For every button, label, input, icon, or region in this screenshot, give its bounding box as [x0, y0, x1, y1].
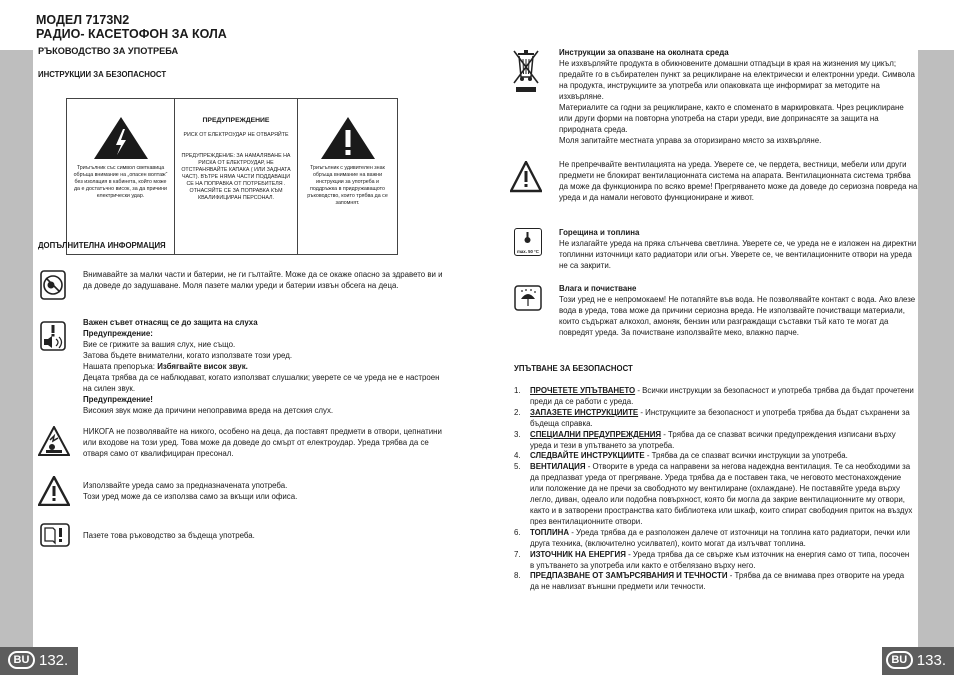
instructions-heading: УПЪТВАНЕ ЗА БЕЗОПАСНОСТ [514, 364, 633, 373]
environment-text: Моля запитайте местната управа за оторизирано място за изхвърляне. [559, 136, 822, 145]
page-number-text: 132. [39, 651, 69, 669]
hearing-title: Важен съвет отнасящ се до защита на слуха [83, 318, 258, 327]
manual-book-icon [40, 523, 70, 547]
hearing-line: Затова бъдете внимателни, когато използвате този уред. [83, 351, 293, 360]
environment-text: Не изхвърляйте продукта в обикновените домашни отпадъци в края на жизнения му цикъл; предайте го в събирателен пункт за рециклиране на електрически и електронни уреди. Символа на продукта, инструкциите за употреба или опаковката ще информират за методите на изхвърляне. [559, 59, 915, 101]
warning-table [66, 98, 398, 255]
hearing-line: Вие се грижите за вашия слух, ние също. [83, 340, 236, 349]
language-badge: BU [8, 651, 35, 669]
list-item: 3. СПЕЦИАЛНИ ПРЕДУПРЕЖДЕНИЯ - Трябва да се спазват всички предупреждения изписани върху уреда и тези в упътването за употреба. [514, 429, 896, 450]
electric-shock-warning-icon [38, 426, 70, 456]
left-sidebar-band [0, 50, 33, 675]
intended-use-line: Използвайте уреда само за предназначената употреба. [83, 481, 288, 490]
keep-manual-text: Пазете това ръководство за бъдеща употреба. [83, 531, 255, 540]
warning-col-lightning [67, 99, 175, 254]
list-item: 8. ПРЕДПАЗВАНЕ ОТ ЗАМЪРСЯВАНИЯ И ТЕЧНОСТИ - Трябва да се внимава през отворите на уреда да не навлизат външни предмети или течности. [514, 571, 905, 592]
never-insert-text: НИКОГА не позволявайте на никого, особено на деца, да поставят предмети в отвори, цепнатини или входове на този уред. Това може да доведе до смърт от електроудар. Уреда трябва да се отваря само от квалифициран пресонал. [83, 427, 442, 458]
warning-text-1: РИСК ОТ ЕЛЕКТРОУДАР НЕ ОТВАРЯЙТЕ [183, 132, 289, 138]
list-item: 1. ПРОЧЕТЕТЕ УПЪТВАНЕТО - Всички инструкции за безопасност и употреба трябва да бъдат прочетени преди да се работи с уреда. [514, 386, 914, 406]
exclamation-text: Триъгълник с удивителен знак обръща внимание на важни инструкции за употреба и поддръжка в придружаващото ръководство, които трябва да се запомнят. [307, 165, 388, 206]
environment-block [559, 47, 919, 146]
lightning-text: Триъгълник със символ светкавица обръща внимание на „опасен волтаж“ без изолация в кабинета, който може да е достатъчно висок, за да причини електрически удар. [73, 165, 168, 199]
warning-col-center [175, 99, 298, 254]
ventilation-warning-icon [510, 161, 542, 193]
hearing-warning-label: Предупреждение: [83, 329, 153, 338]
lightning-triangle-icon [92, 115, 150, 161]
thermometer-icon [515, 230, 540, 246]
right-sidebar-band [918, 50, 954, 675]
moisture-title: Влага и почистване [559, 284, 637, 293]
hearing-block [83, 317, 443, 416]
left-page-number [8, 651, 68, 669]
manual-heading: РЪКОВОДСТВО ЗА УПОТРЕБА [38, 46, 179, 56]
warning-text-2: ПРЕДУПРЕЖДЕНИЕ: ЗА НАМАЛЯВАНЕ НА РИСКА ОТ ЕЛЕКТРОУДАР, НЕ ОТСТРАНЯВАЙТЕ КАПАКА ( ИЛИ ЗАДНАТА ЧАСТ). ВЪТРЕ НЯМА ЧАСТИ ПОДДАВАЩИ СЕ НА ПОПРАВКА ОТ ПОТРЕБИТЕЛЯ . ОТНАСЯЙТЕ СЕ ЗА ПОПРАВКА КЪМ КВАЛИФИЦИРАН ПЕРСОНАЛ. [181, 153, 291, 201]
language-badge: BU [886, 651, 913, 669]
caution-triangle-icon [38, 476, 70, 506]
heat-block [559, 227, 919, 271]
list-item: 5. ВЕНТИЛАЦИЯ - Отворите в уреда са направени за негова надеждна вентилация. Те са необходими за да предпазват уреда от прегряване. Уреда трябва да е поставен така, че неговото местонахождение или положение да не пречи за свободното му вентилиране (охлаждане). Не поставяйте уреда върху легло, диван, одеало или подобна повърхност, която би могла да закрие вентилационните му отвори, както и в затворени пространства като библиотека или шкаф, които спират свободния приток на въздух през вентилационните отвори. [514, 462, 913, 526]
list-item: 2. ЗАПАЗЕТЕ ИНСТРУКЦИИТЕ - Инструкциите за безопасност и употреба трябва да бъдат съхранени за бъдеща справка. [514, 407, 910, 428]
list-item: 7. ИЗТОЧНИК НА ЕНЕРГИЯ - Уреда трябва да се свърже към източник на енергия само от типа, посочен в упътването за употреба или както е отбелязано върху него. [514, 549, 910, 570]
list-item: 4. СЛЕДВАЙТЕ ИНСТРУКЦИИТЕ - Трябва да се спазват всички инструкции за употреба. [514, 451, 848, 461]
heat-max-temp-icon [514, 228, 542, 256]
intended-use-line: Този уред може да се използва само за вкъщи или офиса. [83, 492, 298, 501]
hearing-warning-label: Предупреждение! [83, 395, 153, 404]
ventilation-text: Не препречвайте вентилацията на уреда. Уверете се, че пердета, вестници, мебели или други предмети не блокират вентилационната система на апарата. Вентилационната система трябва да може да функционира по всяко време! Прегряването може да доведе до сериозна повреда на уреда и да намали неговото функциониране и живот. [559, 160, 918, 202]
model-title: МОДЕЛ 7173N2 [36, 13, 130, 27]
safety-instructions-list [514, 386, 914, 593]
moisture-block [559, 283, 919, 338]
hearing-line: Високия звук може да причини непоправима вреда на детския слух. [83, 406, 334, 415]
hearing-line: Децата трябва да се наблюдават, когато използват слушалки; уверете се че уреда не е настроен на силен звук. [83, 373, 440, 393]
no-small-parts-icon [40, 270, 66, 300]
heat-icon-label: max. 50 °C [517, 249, 539, 254]
small-parts-text: Внимавайте за малки части и батерии, не ги гълтайте. Може да се окаже опасно за здравето ви и да доведе до задушаване. Моля пазете малки уреди и батерии извън обсега на деца. [83, 270, 443, 290]
warning-header: ПРЕДУПРЕЖДЕНИЕ [202, 117, 270, 124]
product-title: РАДИО- КАСЕТОФОН ЗА КОЛА [36, 26, 227, 41]
safety-heading: ИНСТРУКЦИИ ЗА БЕЗОПАСНОСТ [38, 70, 167, 79]
right-page-number [886, 651, 946, 669]
moisture-umbrella-icon [514, 285, 542, 311]
page-number-text: 133. [916, 651, 946, 669]
warning-col-exclamation [298, 99, 397, 254]
weee-recycle-bin-icon [512, 47, 540, 93]
hearing-protection-icon [40, 321, 66, 351]
intended-use-block [83, 480, 443, 502]
heat-text: Не излагайте уреда на пряка слънчева светлина. Уверете се, че уреда не е изложен на директни топлинни източници като радиатори или огън. Уверете се, че вентилационните отвори на уреда не са закрити. [559, 239, 917, 270]
exclamation-triangle-icon [319, 115, 377, 161]
moisture-text: Този уред не е непромокаем! Не потапяйте във вода. Не позволявайте контакт с вода. Ако влезе вода в уреда, това може да причини сериозна вреда. Не използвайте почистващи материали, които съдържат алкохол, амоняк, бензин или разграждащи съставки тъй като те могат да повредят уреда. За почистване използвайте меко, влажно парче. [559, 295, 916, 337]
page-title [36, 14, 227, 41]
extra-info-heading: ДОПЪЛНИТЕЛНА ИНФОРМАЦИЯ [38, 241, 166, 250]
environment-title: Инструкции за опазване на околната среда [559, 48, 729, 57]
list-item: 6. ТОПЛИНА - Уреда трябва да е разположен далече от източници на топлина като радиатори, печки или друга техника, (включително усилвател), които могат да излъчват топлина. [514, 527, 910, 548]
environment-text: Материалите са годни за рециклиране, както е споменато в маркировката. Чрез рециклиране или други форми на повторна употреба на стари уреди, вие допринасяте за защита на природната среда. [559, 103, 904, 134]
heat-title: Горещина и топлина [559, 228, 640, 237]
hearing-recommendation: Нашата препоръка: Избягвайте висок звук. [83, 362, 248, 371]
